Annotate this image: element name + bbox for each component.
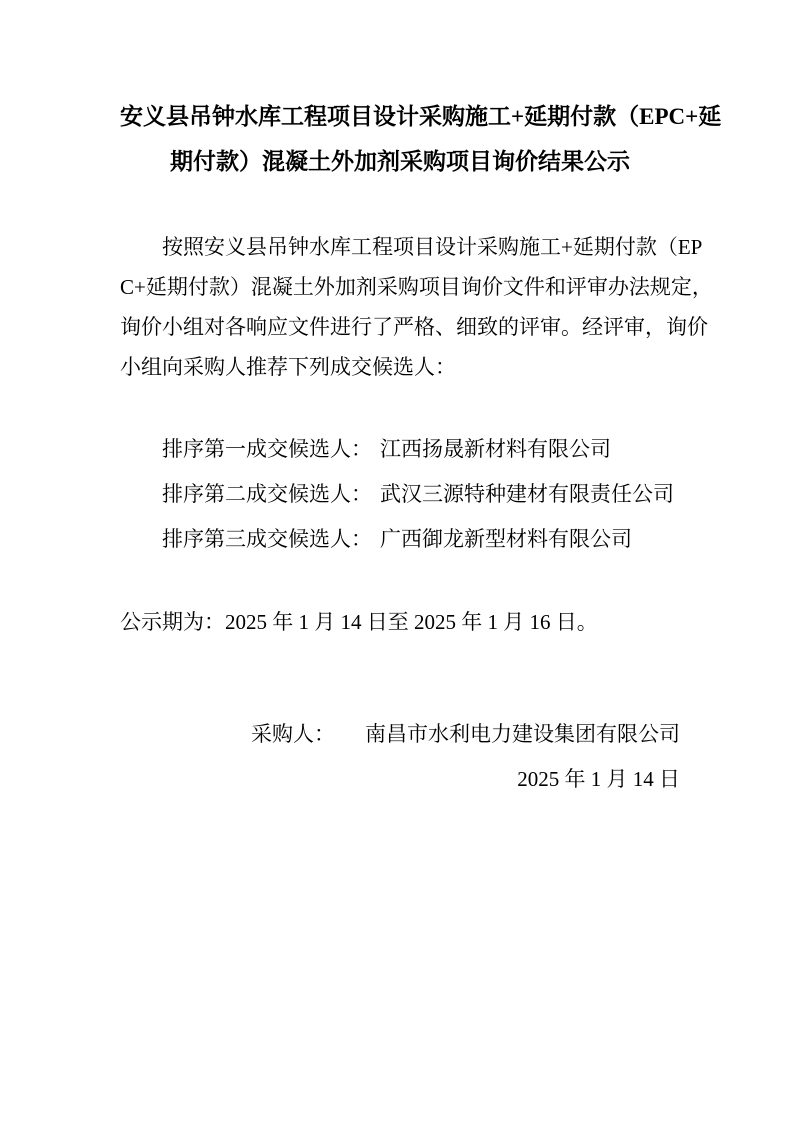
candidate-rank-label: 排序第一成交候选人： xyxy=(162,437,372,461)
intro-line: 按照安义县吊钟水库工程项目设计采购施工+延期付款（EP xyxy=(162,235,703,259)
purchaser-label: 采购人： xyxy=(251,722,335,746)
candidate-company-name: 江西扬晟新材料有限公司 xyxy=(380,437,611,461)
document-title xyxy=(120,94,722,184)
intro-line: 小组向采购人推荐下列成交候选人： xyxy=(120,355,456,379)
purchaser-line xyxy=(120,712,680,757)
candidate-company-name: 广西御龙新型材料有限公司 xyxy=(380,527,632,551)
candidate-rank-label: 排序第二成交候选人： xyxy=(162,482,372,506)
candidate-rank-label: 排序第三成交候选人： xyxy=(162,527,372,551)
publicity-period: 公示期为：2025 年 1 月 14 日至 2025 年 1 月 16 日。 xyxy=(120,610,598,634)
intro-line: 询价小组对各响应文件进行了严格、细致的评审。经评审，询价 xyxy=(120,315,708,339)
intro-line: C+延期付款）混凝土外加剂采购项目询价文件和评审办法规定， xyxy=(120,275,713,299)
intro-paragraph xyxy=(120,227,713,387)
purchaser-name: 南昌市水利电力建设集团有限公司 xyxy=(365,722,680,746)
candidate-list xyxy=(120,427,680,562)
candidate-row-1 xyxy=(120,427,680,472)
candidate-row-3 xyxy=(120,517,680,562)
candidate-row-2 xyxy=(120,472,680,517)
signature-block xyxy=(120,712,680,802)
document-title-line-1: 安义县吊钟水库工程项目设计采购施工+延期付款（EPC+延 xyxy=(120,104,722,129)
document-content xyxy=(0,94,800,802)
candidate-company-name: 武汉三源特种建材有限责任公司 xyxy=(380,482,674,506)
signature-date: 2025 年 1 月 14 日 xyxy=(517,767,680,791)
document-title-line-2: 期付款）混凝土外加剂采购项目询价结果公示 xyxy=(170,149,630,174)
